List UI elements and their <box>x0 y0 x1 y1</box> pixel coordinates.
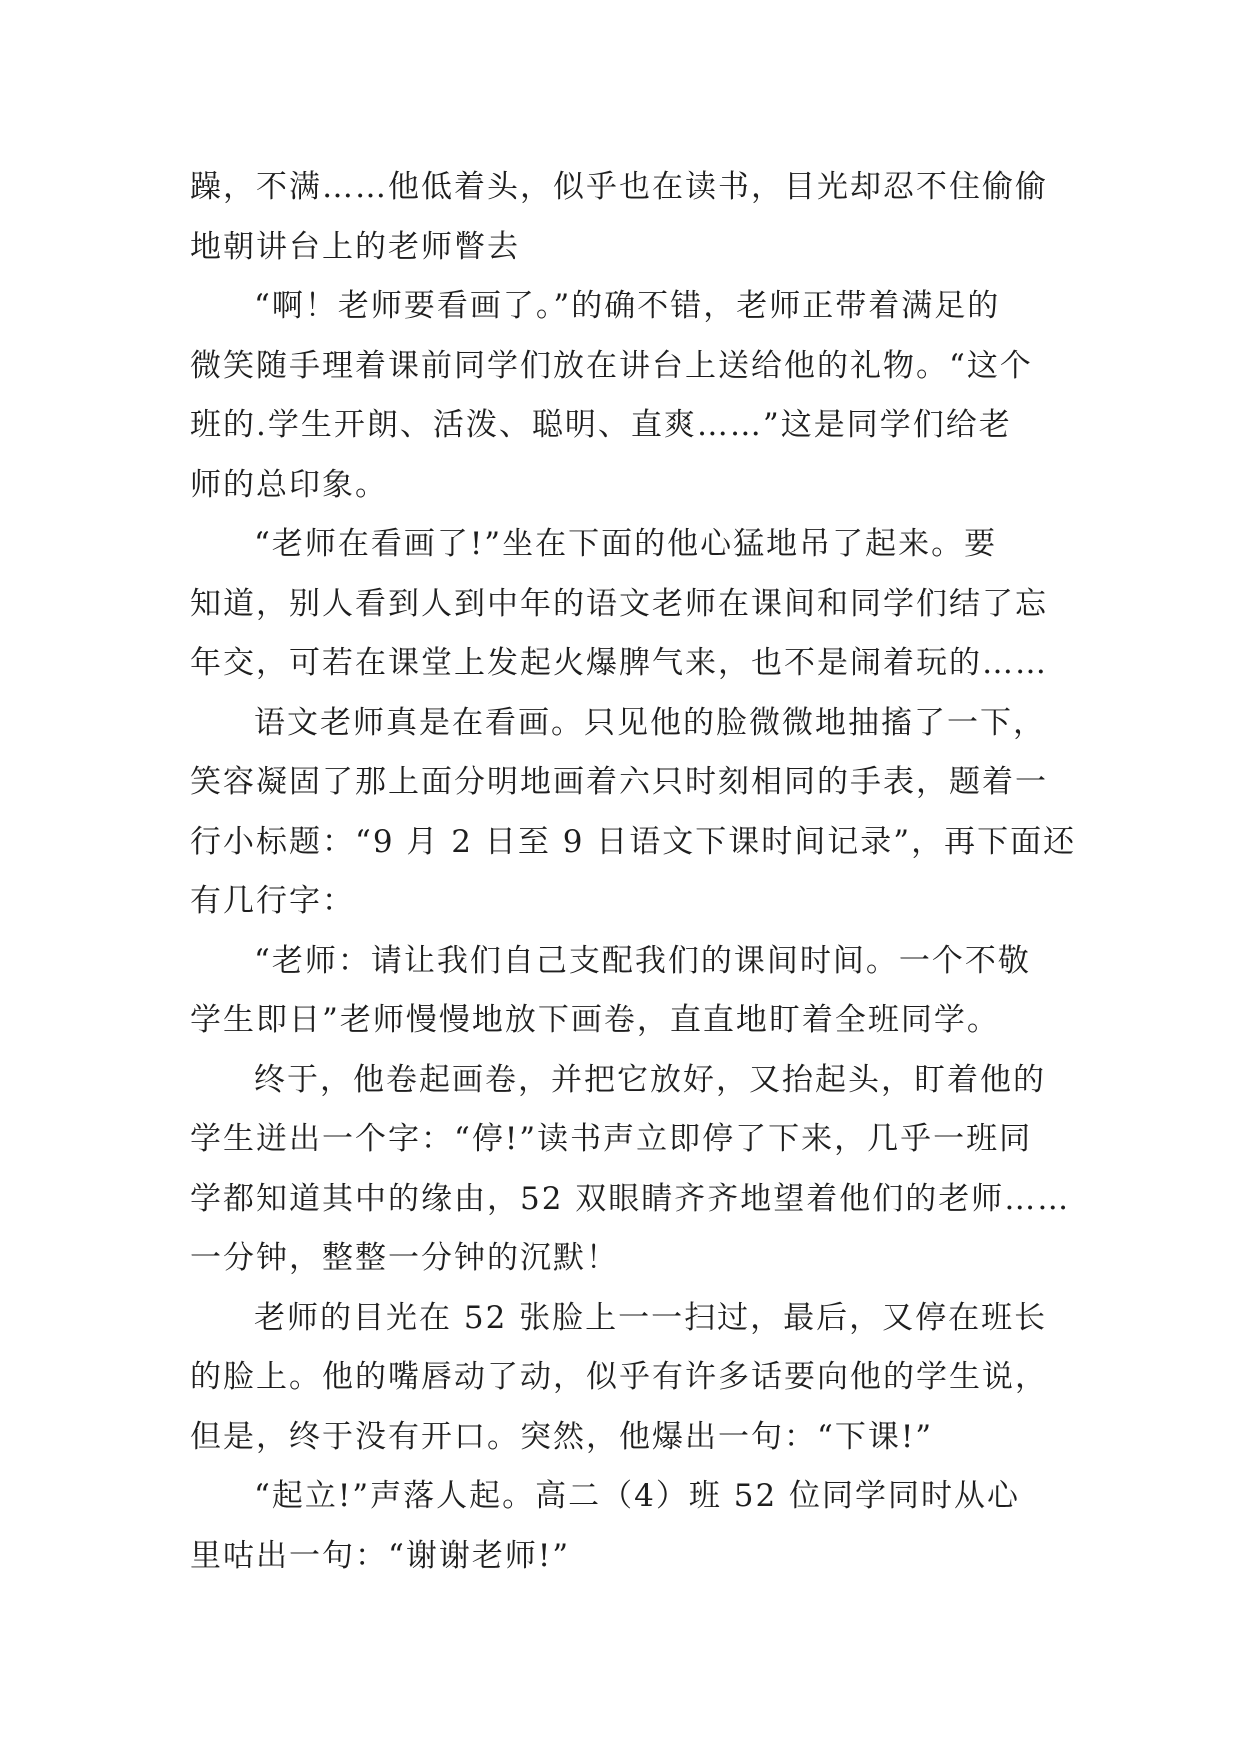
text-line: 笑容凝固了那上面分明地画着六只时刻相同的手表，题着一 <box>190 764 1048 800</box>
text-line: 师的总印象。 <box>190 466 388 503</box>
text-line: 老师的目光在 52 张脸上一一扫过，最后，又停在班长 <box>254 1299 1048 1336</box>
text-line: 知道，别人看到人到中年的语文老师在课间和同学们结了忘 <box>190 585 1048 622</box>
text-line: “老师：请让我们自己支配我们的课间时间。一个不敬 <box>254 942 1031 979</box>
text-line: 但是，终于没有开口。突然，他爆出一句：“下课!” <box>190 1418 934 1455</box>
body-text <box>190 158 1077 1586</box>
text-line: 学生迸出一个字：“停!”读书声立即停了下来，几乎一班同 <box>190 1121 1033 1157</box>
text-line: 一分钟，整整一分钟的沉默！ <box>190 1240 619 1276</box>
text-line: 躁，不满……他低着头，似乎也在读书，目光却忍不住偷偷 <box>190 169 1048 205</box>
text-line: 学都知道其中的缘由，52 双眼睛齐齐地望着他们的老师…… <box>190 1180 1071 1217</box>
text-line: 语文老师真是在看画。只见他的脸微微地抽搐了一下， <box>254 704 1046 741</box>
text-line: 里咕出一句：“谢谢老师!” <box>190 1537 571 1574</box>
text-line: “起立!”声落人起。高二（4）班 52 位同学同时从心 <box>254 1478 1021 1514</box>
text-line: 行小标题：“9 月 2 日至 9 日语文下课时间记录”，再下面还 <box>190 823 1077 860</box>
text-line: “老师在看画了!”坐在下面的他心猛地吊了起来。要 <box>254 526 998 562</box>
text-line: 学生即日”老师慢慢地放下画卷，直直地盯着全班同学。 <box>190 1002 1000 1038</box>
text-line: “啊！老师要看画了。”的确不错，老师正带着满足的 <box>254 288 1001 324</box>
text-line: 的脸上。他的嘴唇动了动，似乎有许多话要向他的学生说， <box>190 1359 1048 1395</box>
text-line: 年交，可若在课堂上发起火爆脾气来，也不是闹着玩的…… <box>190 645 1048 681</box>
text-line: 班的.学生开朗、活泼、聪明、直爽……”这是同学们给老 <box>190 407 1012 443</box>
text-line: 微笑随手理着课前同学们放在讲台上送给他的礼物。“这个 <box>190 347 1033 384</box>
text-line: 地朝讲台上的老师瞥去 <box>190 228 520 265</box>
text-line: 有几行字： <box>190 883 355 919</box>
text-line: 终于，他卷起画卷，并把它放好，又抬起头，盯着他的 <box>254 1061 1046 1098</box>
